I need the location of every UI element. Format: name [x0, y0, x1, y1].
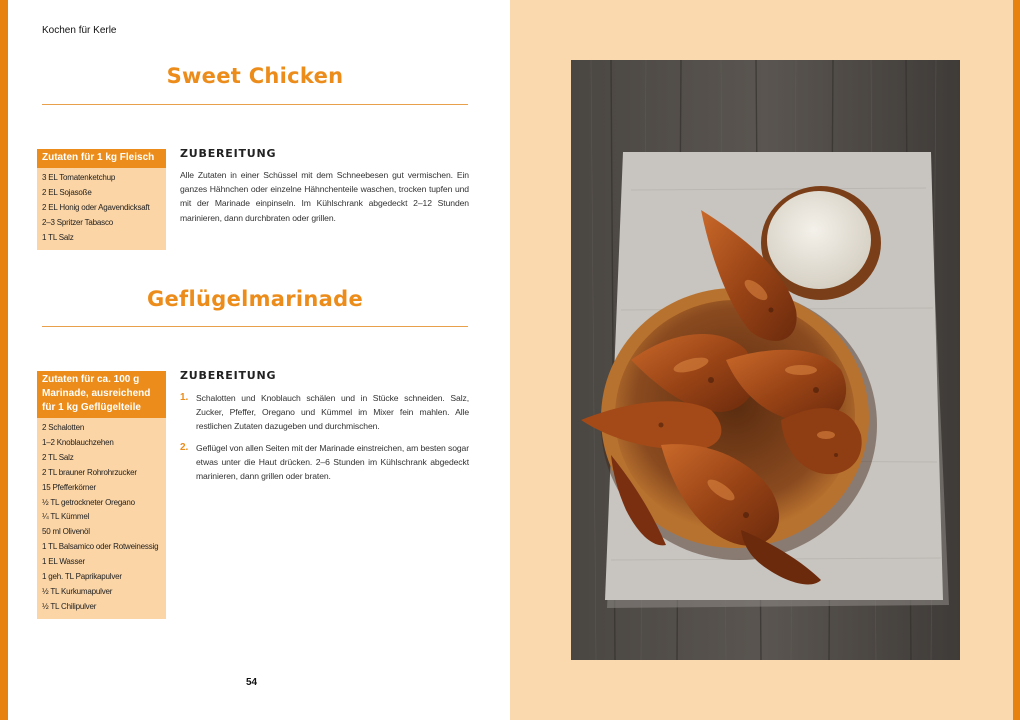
photo-illustration — [571, 60, 960, 660]
ingredient-item: 1–2 Knoblauchzehen — [42, 437, 114, 447]
ingredients-box-sweet-chicken — [37, 149, 166, 250]
ingredients-box-gefluegelmarinade — [37, 371, 166, 619]
chicken-wings-photo — [571, 60, 960, 660]
ingredient-item: 2 TL brauner Rohrohrzucker — [42, 467, 137, 477]
method-step — [180, 441, 469, 484]
ingredient-item: 2 Schalotten — [42, 423, 85, 432]
page-number: 54 — [246, 677, 258, 688]
ingredients-heading: Zutaten für 1 kg Fleisch — [37, 149, 166, 168]
ingredient-item: 2–3 Spritzer Tabasco — [42, 217, 114, 227]
step-text: Geflügel von allen Seiten mit der Marinade einstreichen, am besten sogar etwas unter die Haut drücken. 2–6 Stunden im Kühlschrank abgedeckt marinieren, dann grillen oder braten. — [196, 442, 469, 482]
ingredient-item: 1 TL Salz — [42, 232, 74, 242]
ingredient-item: 50 ml Olivenöl — [42, 527, 90, 537]
ingredient-item: ½ TL getrockneter Oregano — [42, 497, 135, 507]
ingredient-item: 2 EL Honig oder Agavendicksaft — [42, 202, 150, 212]
ingredients-heading: Zutaten für ca. 100 g Marinade, ausreichend für 1 kg Geflügelteile — [37, 371, 166, 418]
recipe-title-gefluegelmarinade: Geflügelmarinade — [146, 287, 364, 311]
method-text: Alle Zutaten in einer Schüssel mit dem Schneebesen gut vermischen. Ein ganzes Hähnchen oder einzelne Hähnchenteile waschen, trocken tupfen und mit der Marinade einpinseln. Im Kühlschrank abgedeckt 2–12 Stunden marinieren, dann durchbraten oder grillen. — [180, 170, 469, 223]
ingredients-list — [37, 168, 166, 250]
ingredient-item: 15 Pfefferkörner — [42, 482, 97, 492]
title-divider — [42, 326, 468, 327]
ingredient-item: ½ TL Chilipulver — [42, 601, 97, 611]
running-header: Kochen für Kerle — [42, 25, 117, 36]
ingredient-item: 2 EL Sojasoße — [42, 187, 92, 197]
ingredient-item: 1 TL Balsamico oder Rotweinessig — [42, 542, 159, 552]
method-label: ZUBEREITUNG — [180, 369, 277, 382]
step-number: 2. — [180, 441, 189, 453]
recipe-title-sweet-chicken: Sweet Chicken — [166, 64, 344, 88]
ingredient-item: 2 TL Salz — [42, 452, 74, 462]
right-page — [510, 0, 1020, 720]
ingredient-item: 1 EL Wasser — [42, 557, 85, 567]
ingredients-list — [37, 418, 166, 619]
page-edge-stripe — [0, 0, 8, 720]
ingredient-item: 3 EL Tomatenketchup — [42, 173, 116, 182]
step-number: 1. — [180, 392, 189, 403]
method-label: ZUBEREITUNG — [180, 147, 277, 160]
step-text: Schalotten und Knoblauch schälen und in Stücke schneiden. Salz, Zucker, Pfeffer, Oregano und Kümmel im Mixer fein mahlen. Alle restlichen Zutaten dazugeben und durchmischen. — [196, 393, 469, 432]
title-divider — [42, 104, 468, 105]
method-steps — [180, 391, 469, 490]
ingredient-item: ¼ TL Kümmel — [42, 512, 90, 522]
method-step — [180, 391, 469, 434]
page-edge-stripe — [1013, 0, 1020, 720]
ingredient-item: 1 geh. TL Paprikapulver — [42, 572, 122, 582]
ingredient-item: ½ TL Kurkumapulver — [42, 586, 113, 596]
